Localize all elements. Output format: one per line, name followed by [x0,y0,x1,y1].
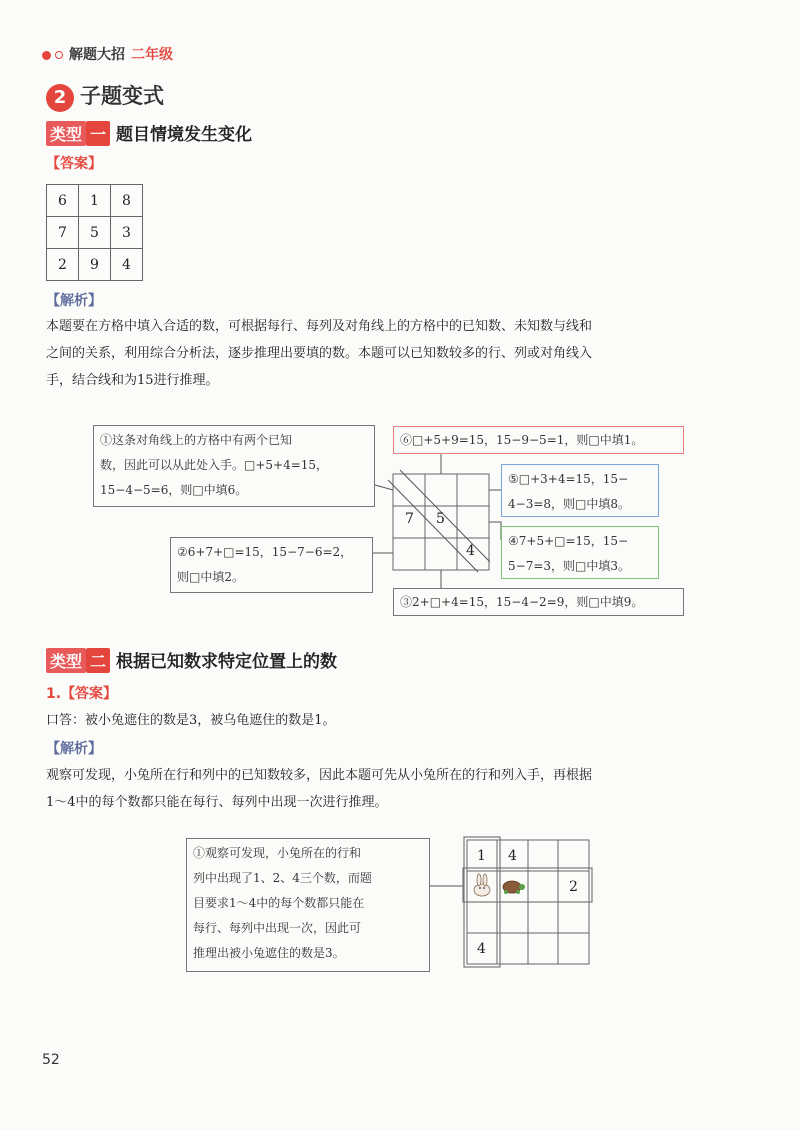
page-number: 52 [42,1052,60,1068]
grid-cell: 9 [79,249,111,281]
note-line: 目要求1～4中的每个数都只能在 [193,896,365,910]
cell-4: 4 [466,543,475,559]
note-line: ②6+7+□=15，15−7−6=2， [177,545,353,559]
note-line: 列中出现了1、2、4三个数，而题 [193,871,372,885]
grid-cell: 1 [79,185,111,217]
type1-title: 题目情境发生变化 [116,125,253,145]
type1-badge-num: 一 [86,121,110,146]
analysis1-line: 之间的关系，利用综合分析法，逐步推理出要填的数。本题可以已知数较多的行、列或对角线入 [46,346,593,361]
section-title-text: 子题变式 [80,84,164,108]
analysis2-line: 观察可发现，小兔所在行和列中的已知数较多，因此本题可先从小兔所在的行和列入手，再根据 [46,768,593,783]
grid-cell: 7 [47,217,79,249]
analysis2-line: 1～4中的每个数都只能在每行、每列中出现一次进行推理。 [46,795,388,810]
grid-cell: 5 [79,217,111,249]
q1-answer-text: 口答：被小兔遮住的数是3，被乌龟遮住的数是1。 [46,713,336,728]
q1-number: 1. [46,686,62,702]
answer-label: 【答案】 [46,156,102,172]
turtle-icon [503,881,525,894]
cell-7: 7 [405,511,414,527]
cell-1: 1 [477,848,486,864]
grid-cell: 4 [111,249,143,281]
cell-4-top: 4 [508,848,517,864]
cell-2: 2 [569,879,578,895]
note-line: ⑤□+3+4=15，15− [508,472,629,486]
note-line: 15−4−5=6，则□中填6。 [100,483,248,497]
type2-title: 根据已知数求特定位置上的数 [116,652,338,672]
note-line: 每行、每列中出现一次，因此可 [193,921,362,935]
book-title: 解题大招 [69,47,125,63]
type2-badge-num: 二 [86,648,110,673]
analysis1-line: 本题要在方格中填入合适的数，可根据每行、每列及对角线上的方格中的已知数、未知数与线和 [46,319,593,334]
analysis1-line: 手，结合线和为15进行推理。 [46,373,219,388]
note-line: 4−3=8，则□中填8。 [508,497,630,511]
note-line: ①这条对角线上的方格中有两个已知 [100,433,293,447]
cell-4-bottom: 4 [477,941,486,957]
note-line: 则□中填2。 [177,570,244,584]
note-line: ④7+5+□=15，15− [508,534,629,548]
section-number: 2 [46,84,74,112]
note-6: ⑥□+5+9=15，15−9−5=1，则□中填1。 [393,426,684,454]
cell-5: 5 [436,511,445,527]
rabbit-icon [474,874,490,896]
note-3: ③2+□+4=15，15−4−2=9，则□中填9。 [393,588,684,616]
note-line: 推理出被小兔遮住的数是3。 [193,946,345,960]
type1-badge: 类型 [46,121,86,146]
note-line: ①观察可发现，小兔所在的行和 [193,846,362,860]
answer-label-2: 【答案】 [61,686,118,702]
note-line: 5−7=3，则□中填3。 [508,559,630,573]
analysis-label: 【解析】 [46,293,102,309]
analysis-label-2: 【解析】 [46,741,102,757]
note-line: 数，因此可以从此处入手。□+5+4=15， [100,458,329,472]
grid-cell: 8 [111,185,143,217]
grid-cell: 2 [47,249,79,281]
grid-cell: 6 [47,185,79,217]
type2-badge: 类型 [46,648,86,673]
grade-label: 二年级 [131,47,173,63]
grid-cell: 3 [111,217,143,249]
